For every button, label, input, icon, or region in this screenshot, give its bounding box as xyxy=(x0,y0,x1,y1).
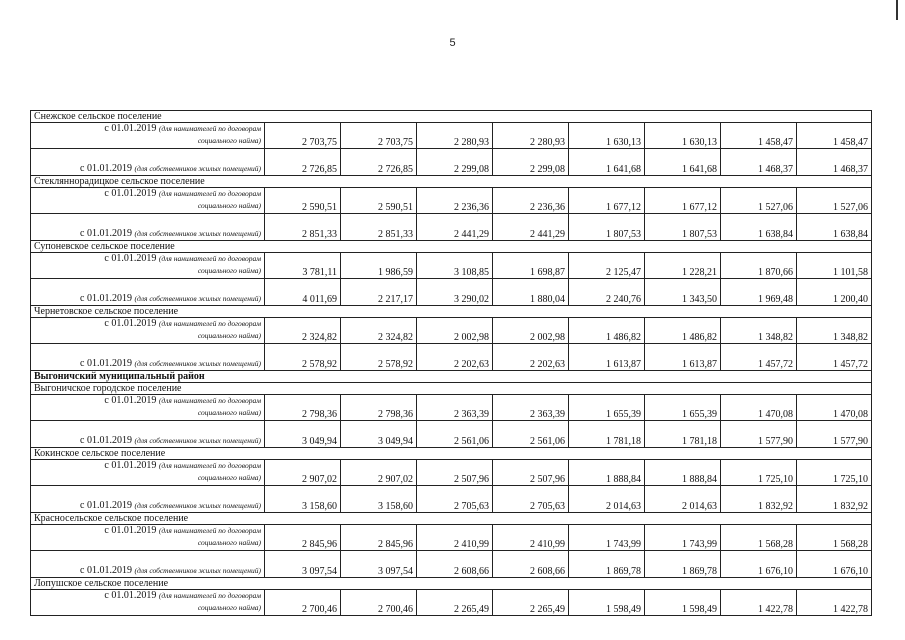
tariff-value: 2 265,49 xyxy=(417,590,493,616)
tariff-value: 2 590,51 xyxy=(341,188,417,214)
section-row xyxy=(31,383,872,395)
tariff-value: 2 280,93 xyxy=(493,123,569,149)
section-row xyxy=(31,111,872,123)
tenant-tariff-row xyxy=(31,188,872,214)
tenant-note: (для нанимателей по договорам xyxy=(158,254,261,263)
owner-note: (для собственников жилых помещений) xyxy=(134,164,261,173)
effective-date: с 01.01.2019 xyxy=(80,293,135,304)
effective-date: с 01.01.2019 xyxy=(80,565,135,576)
effective-date: с 01.01.2019 xyxy=(104,460,159,471)
tariff-value: 2 561,06 xyxy=(493,421,569,448)
settlement-name: Лопушское сельское поселение xyxy=(31,578,872,590)
tariff-value: 2 700,46 xyxy=(265,590,341,616)
tariff-value: 1 598,49 xyxy=(645,590,721,616)
tenant-note: (для нанимателей по договорам xyxy=(158,124,261,133)
tariff-value: 2 851,33 xyxy=(341,214,417,241)
tariff-value: 2 324,82 xyxy=(341,318,417,344)
settlement-name: Чернетовское сельское поселение xyxy=(31,306,872,318)
owner-tariff-row xyxy=(31,149,872,176)
tariff-value: 1 888,84 xyxy=(645,460,721,486)
tenant-note: (для нанимателей по договорам xyxy=(158,591,261,600)
tariff-value: 1 568,28 xyxy=(797,525,872,551)
tariff-value: 1 725,10 xyxy=(797,460,872,486)
tariff-value: 2 705,63 xyxy=(417,486,493,513)
tariff-value: 1 676,10 xyxy=(797,551,872,578)
tenant-tariff-row xyxy=(31,460,872,486)
tariff-value: 1 969,48 xyxy=(721,279,797,306)
tenant-tariff-row xyxy=(31,253,872,279)
tariff-value: 3 097,54 xyxy=(341,551,417,578)
tariff-value: 2 845,96 xyxy=(341,525,417,551)
section-row xyxy=(31,371,872,383)
tariff-value: 1 422,78 xyxy=(721,590,797,616)
tariff-value: 2 410,99 xyxy=(493,525,569,551)
tenant-note-continued: социального найма) xyxy=(197,408,261,417)
row-label xyxy=(31,551,265,578)
tariff-value: 2 798,36 xyxy=(265,395,341,421)
tariff-value: 1 641,68 xyxy=(569,149,645,176)
tariff-value: 1 880,04 xyxy=(493,279,569,306)
owner-note: (для собственников жилых помещений) xyxy=(134,359,261,368)
tariff-value: 1 725,10 xyxy=(721,460,797,486)
owner-note: (для собственников жилых помещений) xyxy=(134,229,261,238)
effective-date: с 01.01.2019 xyxy=(104,525,159,536)
owner-note: (для собственников жилых помещений) xyxy=(134,566,261,575)
effective-date: с 01.01.2019 xyxy=(104,590,159,601)
tenant-tariff-row xyxy=(31,590,872,616)
settlement-name: Красносельское сельское поселение xyxy=(31,513,872,525)
tariff-value: 2 014,63 xyxy=(645,486,721,513)
tariff-value: 1 888,84 xyxy=(569,460,645,486)
tariff-value: 1 743,99 xyxy=(645,525,721,551)
tariff-value: 3 158,60 xyxy=(265,486,341,513)
row-label xyxy=(31,395,265,421)
tenant-tariff-row xyxy=(31,525,872,551)
scan-edge-mark xyxy=(896,0,898,20)
tariff-value: 1 832,92 xyxy=(721,486,797,513)
tariff-value: 1 613,87 xyxy=(645,344,721,371)
tariff-value: 1 598,49 xyxy=(569,590,645,616)
tariff-value: 2 726,85 xyxy=(265,149,341,176)
tariff-value: 1 228,21 xyxy=(645,253,721,279)
tariff-value: 2 590,51 xyxy=(265,188,341,214)
tenant-note-continued: социального найма) xyxy=(197,266,261,275)
tenant-note-continued: социального найма) xyxy=(197,603,261,612)
tariff-value: 1 807,53 xyxy=(569,214,645,241)
tenant-note: (для нанимателей по договорам xyxy=(158,319,261,328)
tariff-value: 1 641,68 xyxy=(645,149,721,176)
tariff-value: 1 832,92 xyxy=(797,486,872,513)
effective-date: с 01.01.2019 xyxy=(80,500,135,511)
tariff-value: 1 630,13 xyxy=(645,123,721,149)
effective-date: с 01.01.2019 xyxy=(80,358,135,369)
tariff-value: 1 638,84 xyxy=(797,214,872,241)
tariff-value: 1 486,82 xyxy=(569,318,645,344)
tariff-value: 1 655,39 xyxy=(645,395,721,421)
effective-date: с 01.01.2019 xyxy=(104,318,159,329)
row-label xyxy=(31,253,265,279)
effective-date: с 01.01.2019 xyxy=(80,435,135,446)
tariff-value: 2 441,29 xyxy=(493,214,569,241)
tariff-value: 1 486,82 xyxy=(645,318,721,344)
tariff-value: 2 441,29 xyxy=(417,214,493,241)
tariff-table-body xyxy=(31,111,872,616)
tenant-note-continued: социального найма) xyxy=(197,136,261,145)
tariff-value: 2 002,98 xyxy=(493,318,569,344)
settlement-name: Снежское сельское поселение xyxy=(31,111,872,123)
tariff-value: 1 577,90 xyxy=(797,421,872,448)
tariff-value: 1 348,82 xyxy=(721,318,797,344)
tariff-value: 2 265,49 xyxy=(493,590,569,616)
tariff-value: 1 568,28 xyxy=(721,525,797,551)
tariff-table xyxy=(30,110,872,616)
owner-tariff-row xyxy=(31,214,872,241)
tariff-value: 2 907,02 xyxy=(265,460,341,486)
tariff-value: 1 743,99 xyxy=(569,525,645,551)
tenant-note: (для нанимателей по договорам xyxy=(158,396,261,405)
tenant-note: (для нанимателей по договорам xyxy=(158,461,261,470)
settlement-name: Супоневское сельское поселение xyxy=(31,241,872,253)
row-label xyxy=(31,421,265,448)
tariff-value: 2 363,39 xyxy=(417,395,493,421)
row-label xyxy=(31,188,265,214)
tenant-tariff-row xyxy=(31,123,872,149)
tariff-value: 2 798,36 xyxy=(341,395,417,421)
tariff-value: 1 781,18 xyxy=(645,421,721,448)
owner-tariff-row xyxy=(31,344,872,371)
tariff-value: 1 470,08 xyxy=(721,395,797,421)
tariff-value: 1 676,10 xyxy=(721,551,797,578)
section-row xyxy=(31,578,872,590)
tariff-value: 2 324,82 xyxy=(265,318,341,344)
tariff-value: 1 458,47 xyxy=(721,123,797,149)
section-row xyxy=(31,448,872,460)
page-number: 5 xyxy=(449,37,456,49)
effective-date: с 01.01.2019 xyxy=(104,188,159,199)
tariff-value: 3 049,94 xyxy=(341,421,417,448)
settlement-name: Кокинское сельское поселение xyxy=(31,448,872,460)
owner-tariff-row xyxy=(31,421,872,448)
section-row xyxy=(31,241,872,253)
tariff-value: 1 869,78 xyxy=(645,551,721,578)
tariff-value: 1 468,37 xyxy=(721,149,797,176)
tariff-value: 1 655,39 xyxy=(569,395,645,421)
row-label xyxy=(31,590,265,616)
tariff-value: 1 677,12 xyxy=(645,188,721,214)
tariff-value: 3 158,60 xyxy=(341,486,417,513)
row-label xyxy=(31,149,265,176)
tenant-note-continued: социального найма) xyxy=(197,538,261,547)
tariff-value: 1 870,66 xyxy=(721,253,797,279)
tariff-value: 2 240,76 xyxy=(569,279,645,306)
tariff-value: 1 677,12 xyxy=(569,188,645,214)
tenant-note: (для нанимателей по договорам xyxy=(158,526,261,535)
tariff-value: 2 507,96 xyxy=(417,460,493,486)
tariff-value: 2 851,33 xyxy=(265,214,341,241)
tenant-note-continued: социального найма) xyxy=(197,473,261,482)
tariff-value: 1 869,78 xyxy=(569,551,645,578)
tariff-value: 1 458,47 xyxy=(797,123,872,149)
tariff-value: 2 280,93 xyxy=(417,123,493,149)
tariff-value: 2 703,75 xyxy=(265,123,341,149)
tariff-value: 2 299,08 xyxy=(493,149,569,176)
tenant-tariff-row xyxy=(31,395,872,421)
tariff-value: 2 125,47 xyxy=(569,253,645,279)
tariff-value: 2 578,92 xyxy=(265,344,341,371)
tariff-value: 1 457,72 xyxy=(721,344,797,371)
tariff-value: 1 527,06 xyxy=(721,188,797,214)
owner-tariff-row xyxy=(31,551,872,578)
tariff-value: 1 698,87 xyxy=(493,253,569,279)
tariff-value: 1 986,59 xyxy=(341,253,417,279)
tariff-value: 1 613,87 xyxy=(569,344,645,371)
tariff-value: 2 705,63 xyxy=(493,486,569,513)
section-row xyxy=(31,306,872,318)
tariff-value: 2 217,17 xyxy=(341,279,417,306)
tariff-value: 2 703,75 xyxy=(341,123,417,149)
tariff-value: 3 097,54 xyxy=(265,551,341,578)
tenant-note-continued: социального найма) xyxy=(197,331,261,340)
tariff-value: 1 200,40 xyxy=(797,279,872,306)
tariff-value: 1 527,06 xyxy=(797,188,872,214)
tariff-value: 2 907,02 xyxy=(341,460,417,486)
tariff-value: 2 002,98 xyxy=(417,318,493,344)
tariff-value: 2 578,92 xyxy=(341,344,417,371)
tariff-value: 1 343,50 xyxy=(645,279,721,306)
tariff-value: 2 014,63 xyxy=(569,486,645,513)
section-row xyxy=(31,176,872,188)
row-label xyxy=(31,279,265,306)
tenant-note: (для нанимателей по договорам xyxy=(158,189,261,198)
tariff-value: 1 470,08 xyxy=(797,395,872,421)
row-label xyxy=(31,123,265,149)
row-label xyxy=(31,344,265,371)
district-name: Выгоничский муниципальный район xyxy=(31,371,872,383)
tariff-value: 1 468,37 xyxy=(797,149,872,176)
effective-date: с 01.01.2019 xyxy=(80,163,135,174)
tariff-value: 1 781,18 xyxy=(569,421,645,448)
tariff-value: 1 638,84 xyxy=(721,214,797,241)
owner-tariff-row xyxy=(31,279,872,306)
settlement-name: Выгоничское городское поселение xyxy=(31,383,872,395)
tariff-value: 2 845,96 xyxy=(265,525,341,551)
tariff-value: 3 781,11 xyxy=(265,253,341,279)
tariff-value: 2 561,06 xyxy=(417,421,493,448)
tariff-value: 1 630,13 xyxy=(569,123,645,149)
tariff-value: 3 108,85 xyxy=(417,253,493,279)
tenant-tariff-row xyxy=(31,318,872,344)
tariff-value: 3 049,94 xyxy=(265,421,341,448)
tariff-value: 2 202,63 xyxy=(417,344,493,371)
row-label xyxy=(31,460,265,486)
tariff-value: 2 726,85 xyxy=(341,149,417,176)
tariff-value: 2 363,39 xyxy=(493,395,569,421)
owner-tariff-row xyxy=(31,486,872,513)
settlement-name: Стекляннорадицкое сельское поселение xyxy=(31,176,872,188)
owner-note: (для собственников жилых помещений) xyxy=(134,436,261,445)
effective-date: с 01.01.2019 xyxy=(104,253,159,264)
owner-note: (для собственников жилых помещений) xyxy=(134,294,261,303)
tariff-value: 1 577,90 xyxy=(721,421,797,448)
owner-note: (для собственников жилых помещений) xyxy=(134,501,261,510)
tariff-value: 2 608,66 xyxy=(417,551,493,578)
tariff-value: 2 202,63 xyxy=(493,344,569,371)
tariff-value: 2 299,08 xyxy=(417,149,493,176)
tariff-value: 2 608,66 xyxy=(493,551,569,578)
effective-date: с 01.01.2019 xyxy=(104,395,159,406)
section-row xyxy=(31,513,872,525)
tariff-value: 1 101,58 xyxy=(797,253,872,279)
row-label xyxy=(31,525,265,551)
tariff-value: 1 422,78 xyxy=(797,590,872,616)
tariff-value: 2 236,36 xyxy=(493,188,569,214)
tariff-value: 2 236,36 xyxy=(417,188,493,214)
row-label xyxy=(31,214,265,241)
row-label xyxy=(31,486,265,513)
tariff-value: 2 507,96 xyxy=(493,460,569,486)
effective-date: с 01.01.2019 xyxy=(80,228,135,239)
tariff-value: 4 011,69 xyxy=(265,279,341,306)
tariff-value: 3 290,02 xyxy=(417,279,493,306)
tariff-value: 1 457,72 xyxy=(797,344,872,371)
tariff-value: 2 410,99 xyxy=(417,525,493,551)
tenant-note-continued: социального найма) xyxy=(197,201,261,210)
row-label xyxy=(31,318,265,344)
tariff-value: 2 700,46 xyxy=(341,590,417,616)
tariff-value: 1 807,53 xyxy=(645,214,721,241)
effective-date: с 01.01.2019 xyxy=(104,123,159,134)
tariff-value: 1 348,82 xyxy=(797,318,872,344)
